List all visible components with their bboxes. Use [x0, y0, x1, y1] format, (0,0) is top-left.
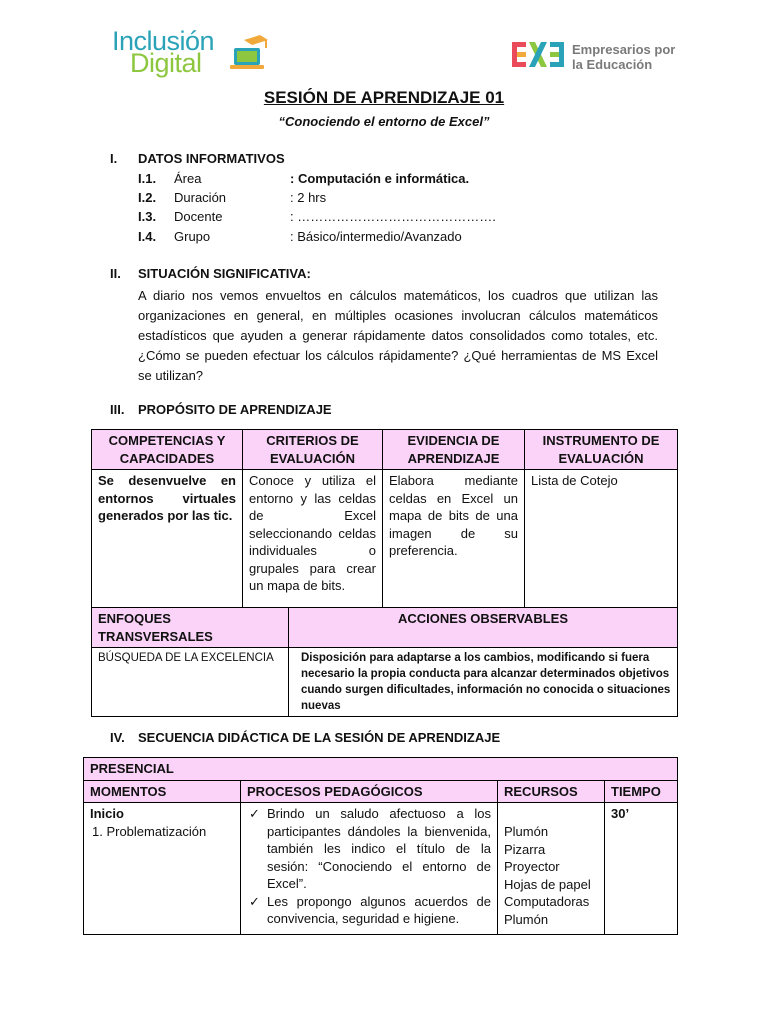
- header-acciones: ACCIONES OBSERVABLES: [289, 608, 678, 648]
- cell-evidencia: Elabora mediante celdas en Excel un mapa de bits de una imagen de su preferencia.: [383, 470, 525, 612]
- resource-item: Proyector: [504, 859, 560, 874]
- purpose-table: [91, 429, 678, 612]
- header-evidencia: EVIDENCIA DE APRENDIZAJE: [383, 430, 525, 470]
- cell-accion: Disposición para adaptarse a los cambios, modificando si fuera necesario la propia conducta para alcanzar determinados objetivos cuando surgen dificultades, información no conocida o situaciones nuevas: [289, 648, 678, 717]
- header-criterios: CRITERIOS DE EVALUACIÓN: [243, 430, 383, 470]
- moment-title: Inicio: [90, 806, 124, 821]
- header-recursos: RECURSOS: [498, 780, 605, 803]
- situation-paragraph: A diario nos vemos envueltos en cálculos matemáticos, los cuadros que utilizan las organizaciones en general, en múltiples ocasiones involucran cálculos matemáticos estadísticos que ayuden a generar rápidamente datos consolidados como totales, etc. ¿Cómo se pueden efectuar los cálculos rápidamente? ¿Qué herramientas de MS Excel se utilizan?: [138, 288, 658, 383]
- cell-instrumento: Lista de Cotejo: [525, 470, 678, 612]
- page-subtitle: “Conociendo el entorno de Excel”: [278, 114, 490, 129]
- cell-momentos: [84, 803, 241, 935]
- header-instrumento: INSTRUMENTO DE EVALUACIÓN: [525, 430, 678, 470]
- header-momentos: MOMENTOS: [84, 780, 241, 803]
- resource-item: Computadoras: [504, 894, 590, 909]
- resource-item: Hojas de papel: [504, 876, 591, 892]
- resource-item: Plumón: [504, 824, 549, 839]
- cell-tiempo: 30’: [605, 803, 678, 935]
- header-enfoques: ENFOQUES TRANSVERSALES: [92, 608, 289, 648]
- check-icon: ✓: [249, 806, 260, 821]
- header-tiempo: TIEMPO: [605, 780, 678, 803]
- cell-enfoque: BÚSQUEDA DE LA EXCELENCIA: [92, 648, 289, 717]
- laptop-graduation-icon: [230, 34, 270, 76]
- resource-item: Pizarra: [504, 841, 546, 857]
- modality-row: PRESENCIAL: [84, 758, 678, 781]
- page-title: SESIÓN DE APRENDIZAJE 01: [263, 88, 505, 107]
- cell-competencia: Se desenvuelve en entornos virtuales generados por las tic.: [92, 470, 243, 612]
- cell-procesos: [241, 803, 498, 935]
- enfoques-table: [91, 607, 678, 717]
- logo-right-text: Empresarios por la Educación: [572, 42, 676, 72]
- exe-logo: [510, 38, 710, 78]
- header-competencias: COMPETENCIAS Y CAPACIDADES: [92, 430, 243, 470]
- inclusion-digital-logo: [108, 26, 278, 84]
- logo-left-line2: Digital: [130, 48, 202, 78]
- resource-item: Plumón: [504, 911, 549, 927]
- moment-item: 1. Problematización: [92, 823, 207, 839]
- process-item: ✓ Brindo un saludo afectuoso a los participantes dándoles la bienvenida, también les indico el título de la sesión: “Conociendo el entorno de Excel”.: [249, 806, 491, 891]
- check-icon: ✓: [249, 893, 260, 909]
- exe-mark-icon: [510, 38, 566, 72]
- process-item: ✓ Les propongo algunos acuerdos de convivencia, seguridad e higiene.: [249, 893, 491, 926]
- cell-criterio: Conoce y utiliza el entorno y las celdas de Excel seleccionando celdas individuales o grupales para crear un mapa de bits.: [243, 470, 383, 612]
- logo-left-line1: Inclusión: [112, 26, 215, 56]
- cell-recursos: [498, 803, 605, 935]
- sequence-table: [83, 757, 678, 935]
- header-procesos: PROCESOS PEDAGÓGICOS: [241, 780, 498, 803]
